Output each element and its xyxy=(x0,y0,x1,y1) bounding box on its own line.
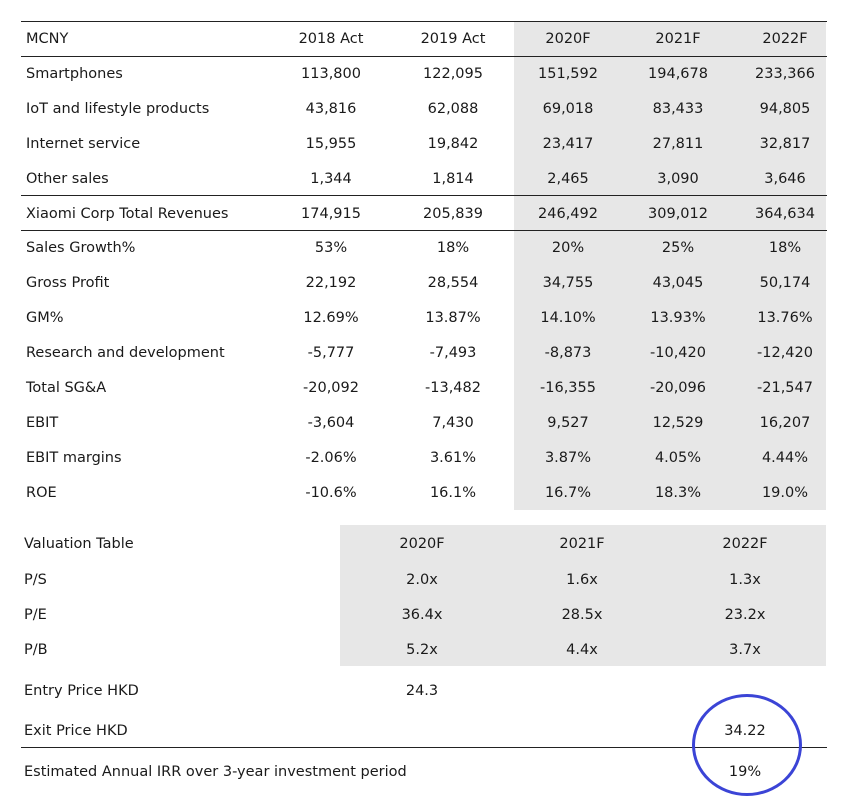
row-value: -21,547 xyxy=(757,380,813,396)
table-row xyxy=(0,441,848,476)
row-label: ROE xyxy=(26,485,57,501)
row-value: 53% xyxy=(314,240,348,256)
table-row xyxy=(0,92,848,127)
row-value: -10,420 xyxy=(650,345,706,361)
irr-value: 19% xyxy=(728,764,762,780)
header-label: MCNY xyxy=(26,31,69,47)
row-label: EBIT xyxy=(26,415,59,431)
row-value: 83,433 xyxy=(652,101,704,117)
row-value: 4.05% xyxy=(654,450,702,466)
row-value: -7,493 xyxy=(429,345,477,361)
row-value: 16,207 xyxy=(759,415,811,431)
row-value: 18% xyxy=(436,240,470,256)
row-value: 2.0x xyxy=(406,572,438,588)
row-value: -2.06% xyxy=(305,450,357,466)
row-value: 174,915 xyxy=(301,206,361,222)
row-value: 43,816 xyxy=(305,101,357,117)
highlight-circle xyxy=(692,694,802,796)
table-row xyxy=(0,371,848,406)
valuation-title: Valuation Table xyxy=(24,536,134,552)
table-row xyxy=(0,476,848,511)
row-value: 1,344 xyxy=(310,171,352,187)
row-value: -16,355 xyxy=(540,380,596,396)
row-value: -12,420 xyxy=(757,345,813,361)
row-label: P/B xyxy=(24,642,48,658)
row-value: 50,174 xyxy=(759,275,811,291)
row-value: 122,095 xyxy=(423,66,483,82)
row-value: 4.44% xyxy=(761,450,809,466)
exit-price-value: 34.22 xyxy=(724,723,766,739)
entry-price-value: 24.3 xyxy=(405,683,439,699)
header-2018: 2018 Act xyxy=(298,31,364,47)
row-label: Sales Growth% xyxy=(26,240,136,256)
valuation-row xyxy=(0,562,848,598)
row-value: 94,805 xyxy=(759,101,811,117)
row-value: 3.7x xyxy=(729,642,761,658)
header-2021: 2021F xyxy=(655,31,701,47)
row-label: Total SG&A xyxy=(26,380,107,396)
row-value: -20,096 xyxy=(650,380,706,396)
row-value: 18.3% xyxy=(654,485,702,501)
valuation-row xyxy=(0,632,848,668)
row-value: 246,492 xyxy=(538,206,598,222)
row-value: 23,417 xyxy=(542,136,594,152)
row-value: 205,839 xyxy=(423,206,483,222)
row-label: P/E xyxy=(24,607,47,623)
row-value: 12,529 xyxy=(652,415,704,431)
table-row xyxy=(0,127,848,162)
row-label: IoT and lifestyle products xyxy=(26,101,210,117)
row-value: 5.2x xyxy=(406,642,438,658)
row-value: 151,592 xyxy=(538,66,598,82)
row-label: Internet service xyxy=(26,136,141,152)
financial-header-row xyxy=(0,22,848,57)
row-value: 16.1% xyxy=(429,485,477,501)
row-value: 233,366 xyxy=(755,66,815,82)
row-label: Xiaomi Corp Total Revenues xyxy=(26,206,229,222)
row-value: -3,604 xyxy=(307,415,355,431)
valuation-header-2021: 2021F xyxy=(559,536,605,552)
row-value: 7,430 xyxy=(432,415,474,431)
row-value: 28,554 xyxy=(427,275,479,291)
row-value: -20,092 xyxy=(303,380,359,396)
table-row xyxy=(0,57,848,92)
row-value: 3,090 xyxy=(657,171,699,187)
row-value: 62,088 xyxy=(427,101,479,117)
row-value: -10.6% xyxy=(305,485,357,501)
row-value: 36.4x xyxy=(401,607,443,623)
row-value: 4.4x xyxy=(566,642,598,658)
header-2022: 2022F xyxy=(762,31,808,47)
row-value: 34,755 xyxy=(542,275,594,291)
valuation-header-2020: 2020F xyxy=(399,536,445,552)
row-value: 1.6x xyxy=(566,572,598,588)
row-value: 12.69% xyxy=(303,310,359,326)
total-revenue-row xyxy=(0,197,848,232)
table-row xyxy=(0,266,848,301)
row-value: 113,800 xyxy=(301,66,361,82)
valuation-header-row xyxy=(0,526,848,562)
irr-label: Estimated Annual IRR over 3-year investment period xyxy=(24,764,407,780)
row-value: 3.61% xyxy=(429,450,477,466)
row-value: 14.10% xyxy=(540,310,596,326)
table-row xyxy=(0,162,848,197)
row-label: Research and development xyxy=(26,345,225,361)
row-value: 13.76% xyxy=(757,310,813,326)
valuation-header-2022: 2022F xyxy=(722,536,768,552)
table-row xyxy=(0,301,848,336)
row-label: Smartphones xyxy=(26,66,123,82)
row-value: 3.87% xyxy=(544,450,592,466)
row-value: 23.2x xyxy=(724,607,766,623)
row-value: 13.87% xyxy=(425,310,481,326)
valuation-row xyxy=(0,597,848,633)
row-value: 1,814 xyxy=(432,171,474,187)
row-value: 16.7% xyxy=(544,485,592,501)
row-value: 2,465 xyxy=(547,171,589,187)
header-2019: 2019 Act xyxy=(420,31,486,47)
row-label: EBIT margins xyxy=(26,450,122,466)
row-value: 15,955 xyxy=(305,136,357,152)
row-value: 43,045 xyxy=(652,275,704,291)
row-value: 13.93% xyxy=(650,310,706,326)
row-value: 364,634 xyxy=(755,206,815,222)
row-value: -8,873 xyxy=(544,345,592,361)
row-label: GM% xyxy=(26,310,64,326)
row-value: 32,817 xyxy=(759,136,811,152)
row-value: 19.0% xyxy=(761,485,809,501)
table-row xyxy=(0,406,848,441)
row-label: Gross Profit xyxy=(26,275,110,291)
row-value: 18% xyxy=(768,240,802,256)
row-value: -13,482 xyxy=(425,380,481,396)
row-value: 9,527 xyxy=(547,415,589,431)
entry-price-label: Entry Price HKD xyxy=(24,683,139,699)
table-row xyxy=(0,231,848,266)
row-label: P/S xyxy=(24,572,47,588)
exit-price-label: Exit Price HKD xyxy=(24,723,128,739)
row-value: 1.3x xyxy=(729,572,761,588)
table-row xyxy=(0,336,848,371)
row-value: 25% xyxy=(661,240,695,256)
row-label: Other sales xyxy=(26,171,109,187)
row-value: 28.5x xyxy=(561,607,603,623)
row-value: 69,018 xyxy=(542,101,594,117)
row-value: -5,777 xyxy=(307,345,355,361)
header-2020: 2020F xyxy=(545,31,591,47)
row-value: 20% xyxy=(551,240,585,256)
row-value: 27,811 xyxy=(652,136,704,152)
row-value: 309,012 xyxy=(648,206,708,222)
row-value: 194,678 xyxy=(648,66,708,82)
row-value: 22,192 xyxy=(305,275,357,291)
row-value: 3,646 xyxy=(764,171,806,187)
row-value: 19,842 xyxy=(427,136,479,152)
